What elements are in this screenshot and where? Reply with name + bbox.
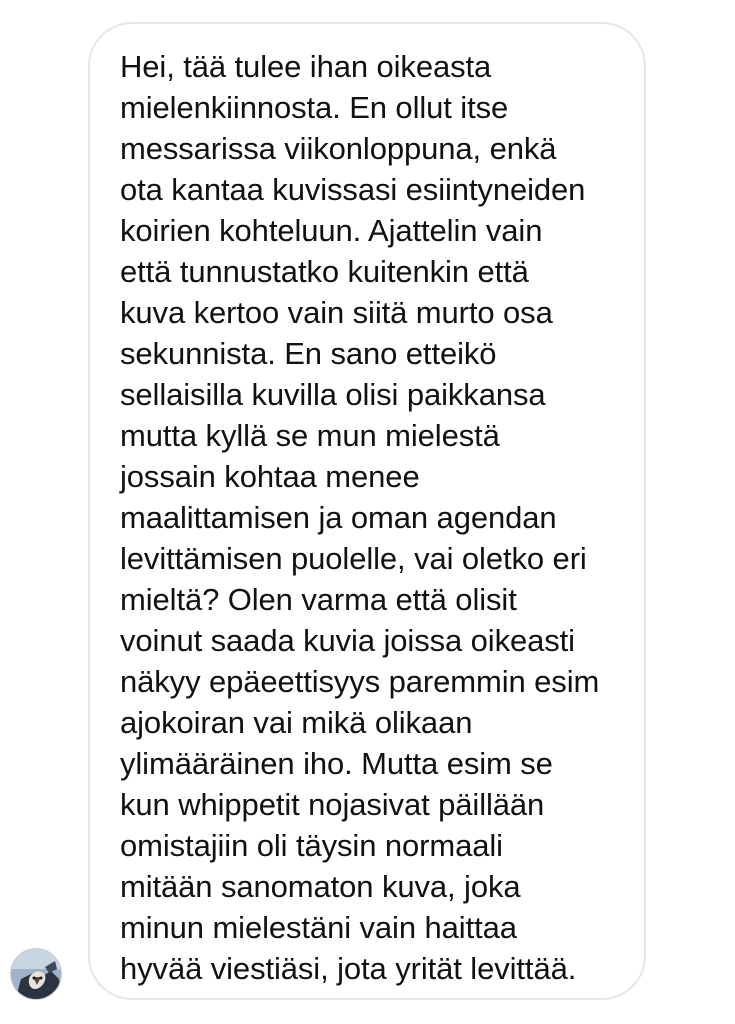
sender-avatar[interactable] — [10, 948, 62, 1000]
message-line: Hei, tää tulee ihan oikeasta — [120, 49, 492, 84]
message-line: mitään sanomaton kuva, joka — [120, 869, 521, 904]
message-line: omistajiin oli täysin normaali — [120, 828, 503, 863]
message-line: voinut saada kuvia joissa oikeasti — [120, 623, 575, 658]
message-line: messarissa viikonloppuna, enkä — [120, 131, 557, 166]
message-line: minun mielestäni vain haittaa — [120, 910, 517, 945]
profile-photo-dog-icon — [11, 949, 62, 1000]
message-line: jossain kohtaa menee — [120, 459, 420, 494]
message-line: ota kantaa kuvissasi esiintyneiden — [120, 172, 586, 207]
message-line: levittämisen puolelle, vai oletko eri — [120, 541, 587, 576]
message-line: mutta kyllä se mun mielestä — [120, 418, 500, 453]
message-line: ylimääräinen iho. Mutta esim se — [120, 746, 553, 781]
message-line: kuva kertoo vain siitä murto osa — [120, 295, 553, 330]
message-line: sekunnista. En sano etteikö — [120, 336, 497, 371]
message-line: että tunnustatko kuitenkin että — [120, 254, 529, 289]
message-line: mielenkiinnosta. En ollut itse — [120, 90, 509, 125]
message-line: hyvää viestiäsi, jota yrität levittää. — [120, 951, 577, 986]
message-line: mieltä? Olen varma että olisit — [120, 582, 517, 617]
message-line: koirien kohteluun. Ajattelin vain — [120, 213, 543, 248]
message-line: kun whippetit nojasivat päillään — [120, 787, 545, 822]
message-line: sellaisilla kuvilla olisi paikkansa — [120, 377, 546, 412]
message-line: näkyy epäeettisyys paremmin esim — [120, 664, 600, 699]
message-bubble[interactable] — [88, 22, 646, 1000]
message-line: maalittamisen ja oman agendan — [120, 500, 557, 535]
message-line: ajokoiran vai mikä olikaan — [120, 705, 473, 740]
